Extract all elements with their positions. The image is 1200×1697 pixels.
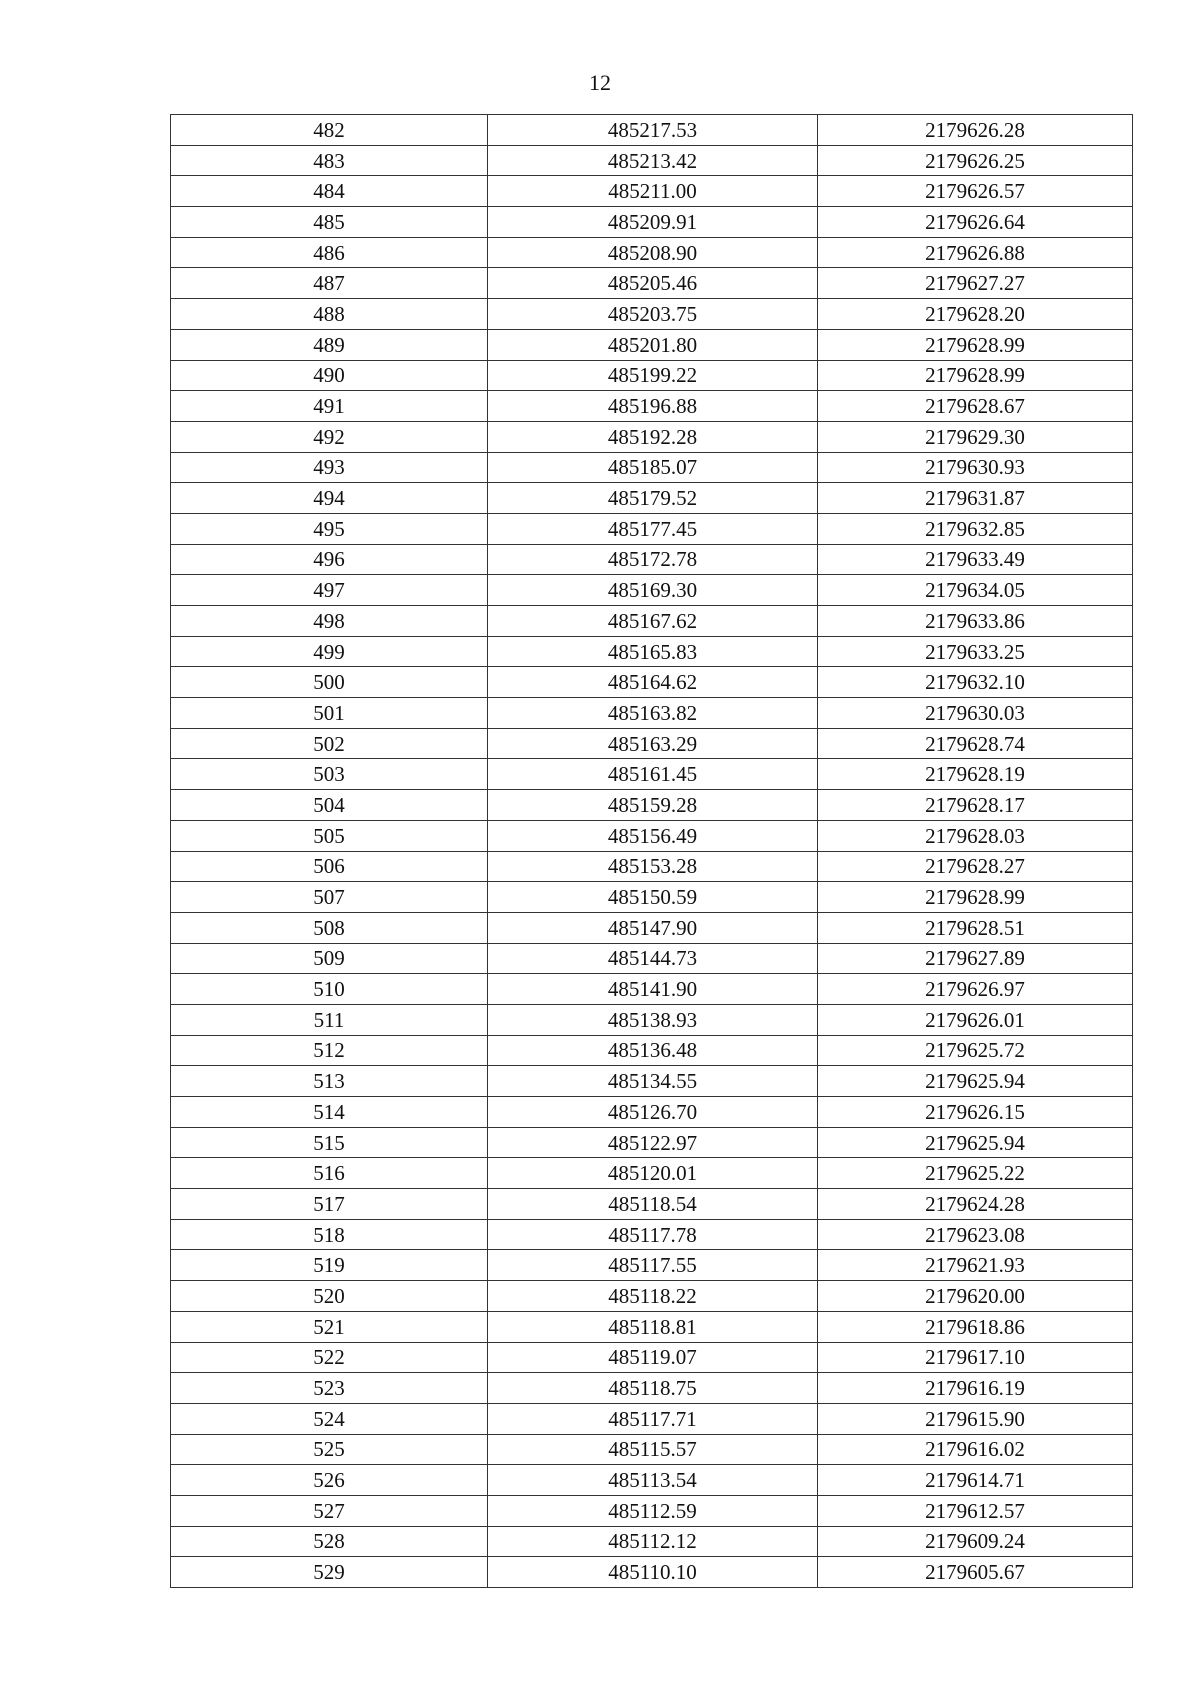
- y-coordinate-cell: 2179621.93: [818, 1250, 1133, 1281]
- coordinates-table: [170, 114, 1133, 1588]
- x-coordinate-cell: 485118.54: [488, 1189, 818, 1220]
- point-number-cell: 486: [171, 237, 488, 268]
- point-number-cell: 490: [171, 360, 488, 391]
- x-coordinate-cell: 485113.54: [488, 1465, 818, 1496]
- point-number-cell: 520: [171, 1281, 488, 1312]
- x-coordinate-cell: 485159.28: [488, 790, 818, 821]
- table-row: [171, 820, 1133, 851]
- y-coordinate-cell: 2179633.25: [818, 636, 1133, 667]
- y-coordinate-cell: 2179617.10: [818, 1342, 1133, 1373]
- x-coordinate-cell: 485163.82: [488, 698, 818, 729]
- y-coordinate-cell: 2179628.99: [818, 360, 1133, 391]
- table-row: [171, 1035, 1133, 1066]
- x-coordinate-cell: 485213.42: [488, 145, 818, 176]
- y-coordinate-cell: 2179626.28: [818, 115, 1133, 146]
- point-number-cell: 496: [171, 544, 488, 575]
- x-coordinate-cell: 485163.29: [488, 728, 818, 759]
- point-number-cell: 515: [171, 1127, 488, 1158]
- point-number-cell: 514: [171, 1097, 488, 1128]
- y-coordinate-cell: 2179633.49: [818, 544, 1133, 575]
- y-coordinate-cell: 2179620.00: [818, 1281, 1133, 1312]
- x-coordinate-cell: 485164.62: [488, 667, 818, 698]
- point-number-cell: 524: [171, 1403, 488, 1434]
- table-row: [171, 1403, 1133, 1434]
- point-number-cell: 485: [171, 207, 488, 238]
- table-row: [171, 636, 1133, 667]
- x-coordinate-cell: 485185.07: [488, 452, 818, 483]
- table-row: [171, 1526, 1133, 1557]
- y-coordinate-cell: 2179625.94: [818, 1127, 1133, 1158]
- point-number-cell: 491: [171, 391, 488, 422]
- x-coordinate-cell: 485136.48: [488, 1035, 818, 1066]
- table-row: [171, 1557, 1133, 1588]
- table-row: [171, 1127, 1133, 1158]
- y-coordinate-cell: 2179627.27: [818, 268, 1133, 299]
- x-coordinate-cell: 485138.93: [488, 1004, 818, 1035]
- x-coordinate-cell: 485120.01: [488, 1158, 818, 1189]
- table-row: [171, 759, 1133, 790]
- table-row: [171, 1219, 1133, 1250]
- x-coordinate-cell: 485117.78: [488, 1219, 818, 1250]
- table-row: [171, 698, 1133, 729]
- x-coordinate-cell: 485118.81: [488, 1311, 818, 1342]
- x-coordinate-cell: 485172.78: [488, 544, 818, 575]
- point-number-cell: 501: [171, 698, 488, 729]
- y-coordinate-cell: 2179623.08: [818, 1219, 1133, 1250]
- point-number-cell: 506: [171, 851, 488, 882]
- point-number-cell: 526: [171, 1465, 488, 1496]
- x-coordinate-cell: 485217.53: [488, 115, 818, 146]
- table-row: [171, 421, 1133, 452]
- x-coordinate-cell: 485208.90: [488, 237, 818, 268]
- table-row: [171, 974, 1133, 1005]
- x-coordinate-cell: 485203.75: [488, 299, 818, 330]
- point-number-cell: 495: [171, 513, 488, 544]
- y-coordinate-cell: 2179626.88: [818, 237, 1133, 268]
- y-coordinate-cell: 2179612.57: [818, 1495, 1133, 1526]
- x-coordinate-cell: 485134.55: [488, 1066, 818, 1097]
- table-row: [171, 268, 1133, 299]
- y-coordinate-cell: 2179629.30: [818, 421, 1133, 452]
- table-row: [171, 299, 1133, 330]
- y-coordinate-cell: 2179616.02: [818, 1434, 1133, 1465]
- y-coordinate-cell: 2179628.17: [818, 790, 1133, 821]
- x-coordinate-cell: 485211.00: [488, 176, 818, 207]
- x-coordinate-cell: 485209.91: [488, 207, 818, 238]
- y-coordinate-cell: 2179626.97: [818, 974, 1133, 1005]
- point-number-cell: 518: [171, 1219, 488, 1250]
- y-coordinate-cell: 2179615.90: [818, 1403, 1133, 1434]
- y-coordinate-cell: 2179614.71: [818, 1465, 1133, 1496]
- y-coordinate-cell: 2179632.10: [818, 667, 1133, 698]
- table-row: [171, 176, 1133, 207]
- y-coordinate-cell: 2179628.20: [818, 299, 1133, 330]
- y-coordinate-cell: 2179625.22: [818, 1158, 1133, 1189]
- y-coordinate-cell: 2179605.67: [818, 1557, 1133, 1588]
- x-coordinate-cell: 485118.75: [488, 1373, 818, 1404]
- y-coordinate-cell: 2179634.05: [818, 575, 1133, 606]
- table-row: [171, 207, 1133, 238]
- point-number-cell: 482: [171, 115, 488, 146]
- x-coordinate-cell: 485201.80: [488, 329, 818, 360]
- x-coordinate-cell: 485196.88: [488, 391, 818, 422]
- table-row: [171, 115, 1133, 146]
- y-coordinate-cell: 2179626.01: [818, 1004, 1133, 1035]
- y-coordinate-cell: 2179628.99: [818, 329, 1133, 360]
- y-coordinate-cell: 2179630.93: [818, 452, 1133, 483]
- y-coordinate-cell: 2179626.15: [818, 1097, 1133, 1128]
- y-coordinate-cell: 2179628.03: [818, 820, 1133, 851]
- point-number-cell: 529: [171, 1557, 488, 1588]
- table-row: [171, 1495, 1133, 1526]
- table-row: [171, 1158, 1133, 1189]
- y-coordinate-cell: 2179609.24: [818, 1526, 1133, 1557]
- table-row: [171, 943, 1133, 974]
- x-coordinate-cell: 485150.59: [488, 882, 818, 913]
- table-row: [171, 1097, 1133, 1128]
- y-coordinate-cell: 2179628.74: [818, 728, 1133, 759]
- table-row: [171, 882, 1133, 913]
- x-coordinate-cell: 485117.71: [488, 1403, 818, 1434]
- x-coordinate-cell: 485147.90: [488, 912, 818, 943]
- table-row: [171, 544, 1133, 575]
- point-number-cell: 505: [171, 820, 488, 851]
- x-coordinate-cell: 485205.46: [488, 268, 818, 299]
- x-coordinate-cell: 485199.22: [488, 360, 818, 391]
- table-row: [171, 606, 1133, 637]
- y-coordinate-cell: 2179626.57: [818, 176, 1133, 207]
- point-number-cell: 484: [171, 176, 488, 207]
- point-number-cell: 493: [171, 452, 488, 483]
- point-number-cell: 494: [171, 483, 488, 514]
- y-coordinate-cell: 2179633.86: [818, 606, 1133, 637]
- x-coordinate-cell: 485156.49: [488, 820, 818, 851]
- y-coordinate-cell: 2179627.89: [818, 943, 1133, 974]
- table-row: [171, 1066, 1133, 1097]
- point-number-cell: 513: [171, 1066, 488, 1097]
- y-coordinate-cell: 2179632.85: [818, 513, 1133, 544]
- table-row: [171, 329, 1133, 360]
- table-row: [171, 912, 1133, 943]
- y-coordinate-cell: 2179626.25: [818, 145, 1133, 176]
- point-number-cell: 504: [171, 790, 488, 821]
- table-row: [171, 483, 1133, 514]
- point-number-cell: 503: [171, 759, 488, 790]
- point-number-cell: 489: [171, 329, 488, 360]
- x-coordinate-cell: 485122.97: [488, 1127, 818, 1158]
- table-row: [171, 851, 1133, 882]
- x-coordinate-cell: 485118.22: [488, 1281, 818, 1312]
- x-coordinate-cell: 485161.45: [488, 759, 818, 790]
- x-coordinate-cell: 485112.59: [488, 1495, 818, 1526]
- point-number-cell: 510: [171, 974, 488, 1005]
- y-coordinate-cell: 2179616.19: [818, 1373, 1133, 1404]
- y-coordinate-cell: 2179630.03: [818, 698, 1133, 729]
- point-number-cell: 528: [171, 1526, 488, 1557]
- x-coordinate-cell: 485115.57: [488, 1434, 818, 1465]
- point-number-cell: 488: [171, 299, 488, 330]
- point-number-cell: 500: [171, 667, 488, 698]
- y-coordinate-cell: 2179628.67: [818, 391, 1133, 422]
- point-number-cell: 519: [171, 1250, 488, 1281]
- x-coordinate-cell: 485167.62: [488, 606, 818, 637]
- table-row: [171, 728, 1133, 759]
- table-row: [171, 513, 1133, 544]
- x-coordinate-cell: 485141.90: [488, 974, 818, 1005]
- table-row: [171, 1465, 1133, 1496]
- point-number-cell: 492: [171, 421, 488, 452]
- point-number-cell: 511: [171, 1004, 488, 1035]
- x-coordinate-cell: 485169.30: [488, 575, 818, 606]
- x-coordinate-cell: 485165.83: [488, 636, 818, 667]
- point-number-cell: 517: [171, 1189, 488, 1220]
- point-number-cell: 502: [171, 728, 488, 759]
- table-row: [171, 575, 1133, 606]
- x-coordinate-cell: 485177.45: [488, 513, 818, 544]
- point-number-cell: 525: [171, 1434, 488, 1465]
- y-coordinate-cell: 2179626.64: [818, 207, 1133, 238]
- y-coordinate-cell: 2179625.72: [818, 1035, 1133, 1066]
- table-row: [171, 1342, 1133, 1373]
- table-row: [171, 1311, 1133, 1342]
- y-coordinate-cell: 2179628.27: [818, 851, 1133, 882]
- point-number-cell: 516: [171, 1158, 488, 1189]
- point-number-cell: 512: [171, 1035, 488, 1066]
- x-coordinate-cell: 485179.52: [488, 483, 818, 514]
- x-coordinate-cell: 485144.73: [488, 943, 818, 974]
- x-coordinate-cell: 485119.07: [488, 1342, 818, 1373]
- point-number-cell: 487: [171, 268, 488, 299]
- point-number-cell: 508: [171, 912, 488, 943]
- table-row: [171, 145, 1133, 176]
- table-row: [171, 1281, 1133, 1312]
- point-number-cell: 497: [171, 575, 488, 606]
- y-coordinate-cell: 2179628.99: [818, 882, 1133, 913]
- point-number-cell: 509: [171, 943, 488, 974]
- point-number-cell: 522: [171, 1342, 488, 1373]
- point-number-cell: 521: [171, 1311, 488, 1342]
- table-row: [171, 237, 1133, 268]
- table-row: [171, 790, 1133, 821]
- table-row: [171, 360, 1133, 391]
- point-number-cell: 499: [171, 636, 488, 667]
- table-row: [171, 452, 1133, 483]
- table-row: [171, 1434, 1133, 1465]
- point-number-cell: 523: [171, 1373, 488, 1404]
- table-row: [171, 1373, 1133, 1404]
- table-row: [171, 1189, 1133, 1220]
- x-coordinate-cell: 485112.12: [488, 1526, 818, 1557]
- page-number: 12: [589, 70, 611, 95]
- table-row: [171, 667, 1133, 698]
- y-coordinate-cell: 2179628.19: [818, 759, 1133, 790]
- x-coordinate-cell: 485192.28: [488, 421, 818, 452]
- table-row: [171, 391, 1133, 422]
- x-coordinate-cell: 485117.55: [488, 1250, 818, 1281]
- coordinates-table-body: [171, 115, 1133, 1588]
- y-coordinate-cell: 2179631.87: [818, 483, 1133, 514]
- table-row: [171, 1004, 1133, 1035]
- table-row: [171, 1250, 1133, 1281]
- x-coordinate-cell: 485153.28: [488, 851, 818, 882]
- y-coordinate-cell: 2179618.86: [818, 1311, 1133, 1342]
- point-number-cell: 498: [171, 606, 488, 637]
- x-coordinate-cell: 485126.70: [488, 1097, 818, 1128]
- point-number-cell: 483: [171, 145, 488, 176]
- y-coordinate-cell: 2179624.28: [818, 1189, 1133, 1220]
- x-coordinate-cell: 485110.10: [488, 1557, 818, 1588]
- y-coordinate-cell: 2179625.94: [818, 1066, 1133, 1097]
- y-coordinate-cell: 2179628.51: [818, 912, 1133, 943]
- point-number-cell: 507: [171, 882, 488, 913]
- point-number-cell: 527: [171, 1495, 488, 1526]
